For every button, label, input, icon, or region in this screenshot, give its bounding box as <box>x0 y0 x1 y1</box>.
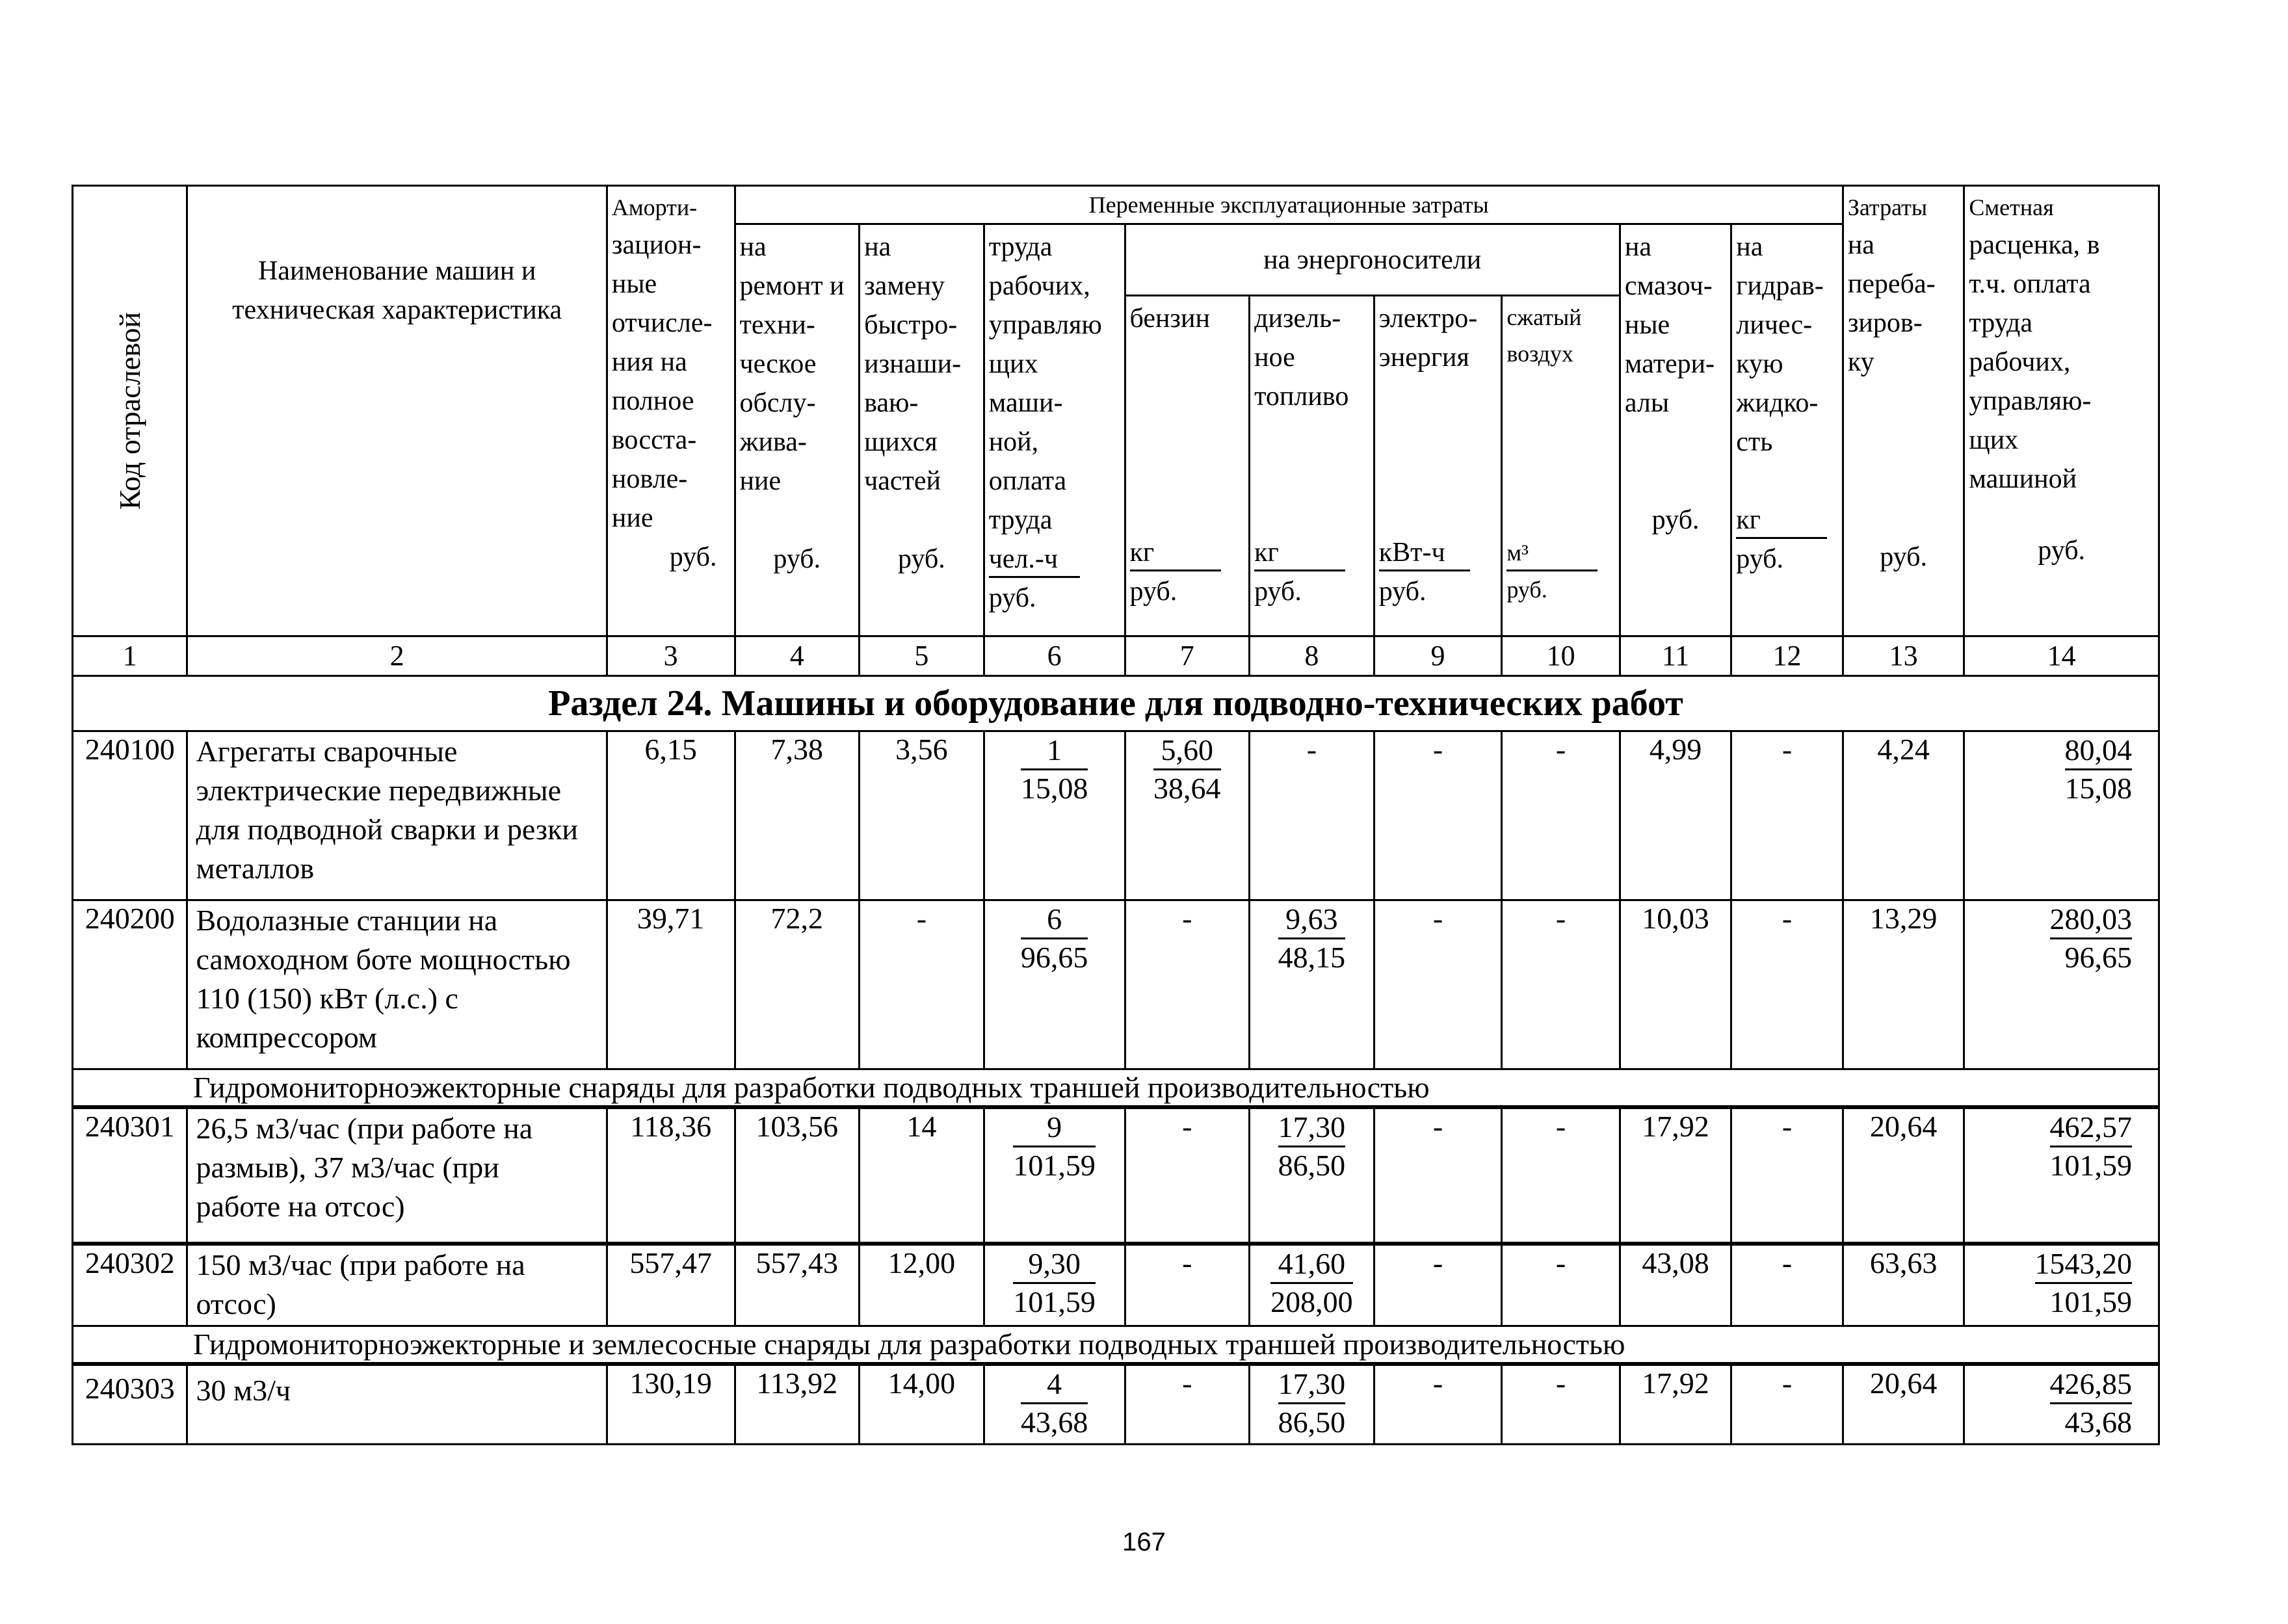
row-petrol: - <box>1125 1364 1250 1445</box>
header-parts <box>860 224 984 636</box>
row-labor-top: 9 <box>1013 1109 1096 1147</box>
column-numbers-row <box>73 636 2159 676</box>
row-repair: 7,38 <box>735 731 860 900</box>
header-labor-l2: управляю <box>988 310 1102 340</box>
row-rate-bot: 43,68 <box>2064 1405 2132 1439</box>
header-diesel-l2: топливо <box>1254 382 1349 412</box>
row-relocation: 4,24 <box>1843 731 1964 900</box>
header-lube-l1: смазоч- <box>1624 271 1713 301</box>
row-rate <box>1964 731 2159 900</box>
header-amort-unit: руб. <box>669 542 717 572</box>
row-code: 240303 <box>73 1364 187 1445</box>
row-electro: - <box>1374 731 1502 900</box>
header-parts-l3: изнаши- <box>864 349 962 379</box>
subheading-2: Гидромониторноэжекторные и землесосные снаряды для разработки подводных траншей производительностью <box>73 1326 2159 1364</box>
row-petrol <box>1125 731 1250 900</box>
row-repair: 103,56 <box>735 1107 860 1244</box>
header-relocation-l4: ку <box>1847 347 1874 377</box>
row-name-line: для подводной сварки и резки <box>196 813 579 846</box>
header-labor-l6: оплата <box>988 466 1067 496</box>
header-rate-l7: машиной <box>1969 464 2077 494</box>
row-hydraulic: - <box>1731 1107 1843 1244</box>
row-name-line: компрессором <box>196 1021 377 1054</box>
header-relocation-l1: на <box>1847 230 1874 260</box>
header-petrol <box>1125 296 1250 636</box>
section-title: Раздел 24. Машины и оборудование для подводно-технических работ <box>73 676 2159 731</box>
header-hydraulic-unit1: кг <box>1736 503 1827 539</box>
header-lube-l2: ные <box>1624 310 1670 340</box>
header-hydraulic-l2: личес- <box>1736 310 1813 340</box>
row-name-line: размыв), 37 м3/час (при <box>196 1151 499 1184</box>
row-rate-bot: 15,08 <box>2064 772 2132 805</box>
row-petrol-top: 5,60 <box>1153 732 1221 770</box>
colnum-8: 8 <box>1250 636 1374 676</box>
row-hydraulic: - <box>1731 1244 1843 1326</box>
header-air-l0: сжатый <box>1506 304 1582 330</box>
colnum-3: 3 <box>607 636 735 676</box>
header-repair-l4: обслу- <box>739 388 816 418</box>
row-amort: 6,15 <box>607 731 735 900</box>
colnum-13: 13 <box>1843 636 1964 676</box>
row-lube: 17,92 <box>1620 1364 1731 1445</box>
page-number: 167 <box>1122 1528 1166 1556</box>
row-code: 240200 <box>73 900 187 1069</box>
header-rate-l2: т.ч. оплата <box>1969 269 2091 299</box>
colnum-6: 6 <box>984 636 1125 676</box>
row-labor-bot: 43,68 <box>1020 1405 1088 1439</box>
row-name-line: Водолазные станции на <box>196 904 498 937</box>
header-repair-l2: техни- <box>739 310 815 340</box>
header-electro-unit1: кВт-ч <box>1379 536 1470 571</box>
header-repair-l1: ремонт и <box>739 271 845 301</box>
row-code: 240100 <box>73 731 187 900</box>
row-repair: 557,43 <box>735 1244 860 1326</box>
header-hydraulic <box>1731 224 1843 636</box>
table-row <box>73 1244 2159 1326</box>
row-air: - <box>1502 731 1620 900</box>
header-parts-l6: частей <box>864 466 941 496</box>
colnum-14: 14 <box>1964 636 2159 676</box>
header-name <box>187 186 607 636</box>
header-petrol-label: бензин <box>1129 304 1210 334</box>
header-lube-l3: матери- <box>1624 349 1715 379</box>
row-diesel-top: 9,63 <box>1278 901 1346 939</box>
row-relocation: 63,63 <box>1843 1244 1964 1326</box>
row-petrol: - <box>1125 1244 1250 1326</box>
row-lube: 10,03 <box>1620 900 1731 1069</box>
row-rate-top: 426,85 <box>2050 1366 2133 1404</box>
header-relocation-l0: Затраты <box>1847 194 1928 220</box>
row-name-line: 150 м3/час (при работе на <box>196 1248 525 1281</box>
row-relocation: 20,64 <box>1843 1364 1964 1445</box>
row-labor-bot: 101,59 <box>1013 1285 1096 1318</box>
row-parts: 14 <box>860 1107 984 1244</box>
header-labor <box>984 224 1125 636</box>
header-diesel-l1: ное <box>1254 343 1295 373</box>
row-lube: 43,08 <box>1620 1244 1731 1326</box>
header-amort-l0: Аморти- <box>611 194 698 220</box>
row-rate <box>1964 1107 2159 1244</box>
header-parts-l4: ваю- <box>864 388 919 418</box>
header-code <box>73 186 187 636</box>
header-amort-l8: ние <box>611 503 653 533</box>
header-petrol-unit2: руб. <box>1129 577 1177 607</box>
header-repair-l3: ческое <box>739 349 817 379</box>
row-air: - <box>1502 1244 1620 1326</box>
colnum-10: 10 <box>1502 636 1620 676</box>
row-name-line: электрические передвижные <box>196 774 562 807</box>
row-repair: 113,92 <box>735 1364 860 1445</box>
row-labor-bot: 96,65 <box>1020 941 1088 974</box>
row-diesel <box>1250 1364 1374 1445</box>
row-diesel <box>1250 1244 1374 1326</box>
header-relocation <box>1843 186 1964 636</box>
row-electro: - <box>1374 1107 1502 1244</box>
header-variable-costs: Переменные эксплуатационные затраты <box>735 186 1843 224</box>
header-amort-l1: зацион- <box>611 230 702 260</box>
header-repair-l0: на <box>739 232 767 262</box>
header-labor-unit1: чел.-ч <box>989 542 1080 578</box>
header-air <box>1502 296 1620 636</box>
row-diesel <box>1250 900 1374 1069</box>
header-labor-l5: ной, <box>988 427 1039 457</box>
header-rate <box>1964 186 2159 636</box>
header-labor-l0: труда <box>988 232 1053 262</box>
row-air: - <box>1502 900 1620 1069</box>
header-labor-l4: маши- <box>988 388 1063 418</box>
table-row <box>73 900 2159 1069</box>
colnum-1: 1 <box>73 636 187 676</box>
header-lube-l4: алы <box>1624 388 1670 418</box>
header-amort-l4: ния на <box>611 347 687 377</box>
header-hydraulic-l0: на <box>1736 232 1763 262</box>
row-diesel <box>1250 1107 1374 1244</box>
header-hydraulic-l3: кую <box>1736 349 1783 379</box>
row-labor-top: 6 <box>1021 901 1088 939</box>
header-name-label: Наименование машин и техническая характеристика <box>232 256 562 325</box>
header-hydraulic-l1: гидрав- <box>1736 271 1824 301</box>
header-lube-l0: на <box>1624 232 1651 262</box>
subheading-1: Гидромониторноэжекторные снаряды для разработки подводных траншей производительностью <box>73 1069 2159 1108</box>
colnum-7: 7 <box>1125 636 1250 676</box>
table-row <box>73 1107 2159 1244</box>
header-amort-l6: восста- <box>611 425 697 455</box>
header-rate-unit: руб. <box>2038 536 2086 566</box>
header-diesel <box>1250 296 1374 636</box>
row-labor <box>984 1364 1125 1445</box>
header-labor-l1: рабочих, <box>988 271 1090 301</box>
row-parts: - <box>860 900 984 1069</box>
row-name <box>187 1364 607 1445</box>
row-labor <box>984 1107 1125 1244</box>
row-rate-bot: 101,59 <box>2049 1149 2132 1182</box>
colnum-11: 11 <box>1620 636 1731 676</box>
row-rate <box>1964 900 2159 1069</box>
row-name-line: 110 (150) кВт (л.с.) с <box>196 982 458 1015</box>
row-labor-bot: 101,59 <box>1013 1149 1096 1182</box>
colnum-2: 2 <box>187 636 607 676</box>
row-repair: 72,2 <box>735 900 860 1069</box>
header-parts-l2: быстро- <box>864 310 958 340</box>
header-electro-unit2: руб. <box>1378 577 1427 607</box>
header-energy: на энергоносители <box>1125 224 1620 296</box>
row-name <box>187 1244 607 1326</box>
header-diesel-l0: дизель- <box>1254 304 1341 334</box>
row-name-line: работе на отсос) <box>196 1190 405 1223</box>
row-name-line: отсос) <box>196 1287 276 1320</box>
rates-table <box>72 185 2160 1445</box>
row-petrol: - <box>1125 900 1250 1069</box>
header-diesel-unit2: руб. <box>1254 577 1302 607</box>
row-labor-top: 1 <box>1021 732 1088 770</box>
header-parts-unit: руб. <box>898 544 945 574</box>
row-air: - <box>1502 1107 1620 1244</box>
row-diesel-top: 41,60 <box>1270 1246 1353 1284</box>
row-name <box>187 1107 607 1244</box>
header-labor-unit2: руб. <box>988 583 1036 613</box>
header-hydraulic-unit2: руб. <box>1736 544 1784 574</box>
header-rate-l3: труда <box>1969 308 2033 338</box>
row-hydraulic: - <box>1731 731 1843 900</box>
row-name-line: 26,5 м3/час (при работе на <box>196 1112 533 1145</box>
row-name-line: 30 м3/ч <box>196 1373 291 1407</box>
row-name <box>187 731 607 900</box>
row-name-line: Агрегаты сварочные <box>196 735 458 768</box>
row-diesel-bot: 208,00 <box>1270 1285 1353 1318</box>
header-rate-l6: щих <box>1969 425 2019 455</box>
row-electro: - <box>1374 1244 1502 1326</box>
colnum-5: 5 <box>860 636 984 676</box>
colnum-4: 4 <box>735 636 860 676</box>
header-repair-unit: руб. <box>773 544 821 574</box>
row-labor-top: 9,30 <box>1013 1246 1096 1284</box>
row-rate-top: 280,03 <box>2050 901 2133 939</box>
row-petrol-bot: 38,64 <box>1153 772 1221 805</box>
header-air-unit1: м³ <box>1506 536 1598 571</box>
row-amort: 130,19 <box>607 1364 735 1445</box>
row-diesel-top: 17,30 <box>1278 1109 1346 1147</box>
row-diesel: - <box>1250 731 1374 900</box>
header-amort <box>607 186 735 636</box>
row-relocation: 13,29 <box>1843 900 1964 1069</box>
header-air-l1: воздух <box>1506 341 1573 367</box>
header-repair-l5: жива- <box>739 427 807 457</box>
header-rate-l1: расценка, в <box>1969 230 2100 260</box>
row-rate <box>1964 1244 2159 1326</box>
row-air: - <box>1502 1364 1620 1445</box>
header-amort-l7: новле- <box>611 464 688 494</box>
table-row <box>73 731 2159 900</box>
row-rate-bot: 96,65 <box>2064 941 2132 974</box>
header-amort-l5: полное <box>611 386 694 416</box>
header-repair <box>735 224 860 636</box>
header-petrol-unit1: кг <box>1130 536 1221 571</box>
header-parts-l1: замену <box>864 271 945 301</box>
row-rate-top: 80,04 <box>2065 732 2133 770</box>
header-air-unit2: руб. <box>1506 577 1547 603</box>
row-parts: 12,00 <box>860 1244 984 1326</box>
row-code: 240302 <box>73 1244 187 1326</box>
row-rate <box>1964 1364 2159 1445</box>
row-diesel-bot: 86,50 <box>1278 1405 1346 1439</box>
row-name-line: самоходном боте мощностью <box>196 943 571 976</box>
row-amort: 39,71 <box>607 900 735 1069</box>
header-lube-unit: руб. <box>1651 505 1700 535</box>
header-parts-l5: щихся <box>864 427 938 457</box>
row-labor <box>984 731 1125 900</box>
colnum-12: 12 <box>1731 636 1843 676</box>
header-amort-l2: ные <box>611 269 657 299</box>
header-rate-l5: управляю- <box>1969 386 2092 416</box>
header-repair-l6: ние <box>739 466 782 496</box>
row-diesel-top: 17,30 <box>1278 1366 1346 1404</box>
row-labor-bot: 15,08 <box>1020 772 1088 805</box>
row-diesel-bot: 86,50 <box>1278 1149 1346 1182</box>
row-petrol: - <box>1125 1107 1250 1244</box>
header-labor-l3: щих <box>988 349 1038 379</box>
row-parts: 14,00 <box>860 1364 984 1445</box>
row-parts: 3,56 <box>860 731 984 900</box>
header-electro <box>1374 296 1502 636</box>
header-lube <box>1620 224 1731 636</box>
header-electro-l0: электро- <box>1378 304 1478 334</box>
row-electro: - <box>1374 1364 1502 1445</box>
row-relocation: 20,64 <box>1843 1107 1964 1244</box>
header-amort-l3: отчисле- <box>611 308 713 338</box>
row-electro: - <box>1374 900 1502 1069</box>
header-hydraulic-l4: жидко- <box>1736 388 1819 418</box>
row-diesel-bot: 48,15 <box>1278 941 1346 974</box>
header-rate-l4: рабочих, <box>1969 347 2071 377</box>
header-hydraulic-l5: сть <box>1736 427 1773 457</box>
row-hydraulic: - <box>1731 1364 1843 1445</box>
header-electro-l1: энергия <box>1378 343 1469 373</box>
row-name <box>187 900 607 1069</box>
header-diesel-unit1: кг <box>1254 536 1345 571</box>
row-rate-bot: 101,59 <box>2049 1285 2132 1318</box>
table-row <box>73 1364 2159 1445</box>
header-relocation-l2: переба- <box>1847 269 1936 299</box>
colnum-9: 9 <box>1374 636 1502 676</box>
row-lube: 17,92 <box>1620 1107 1731 1244</box>
header-relocation-unit: руб. <box>1880 542 1927 572</box>
row-labor-top: 4 <box>1021 1366 1088 1404</box>
row-amort: 118,36 <box>607 1107 735 1244</box>
row-rate-top: 1543,20 <box>2035 1246 2133 1284</box>
row-labor <box>984 1244 1125 1326</box>
row-lube: 4,99 <box>1620 731 1731 900</box>
header-parts-l0: на <box>864 232 891 262</box>
row-amort: 557,47 <box>607 1244 735 1326</box>
row-code: 240301 <box>73 1107 187 1244</box>
row-name-line: металлов <box>196 852 315 885</box>
header-code-label: Код отраслевой <box>112 311 146 510</box>
row-labor <box>984 900 1125 1069</box>
row-rate-top: 462,57 <box>2050 1109 2133 1147</box>
header-rate-l0: Сметная <box>1969 194 2054 220</box>
header-relocation-l3: зиров- <box>1847 308 1923 338</box>
row-hydraulic: - <box>1731 900 1843 1069</box>
header-labor-l7: труда <box>988 505 1053 535</box>
